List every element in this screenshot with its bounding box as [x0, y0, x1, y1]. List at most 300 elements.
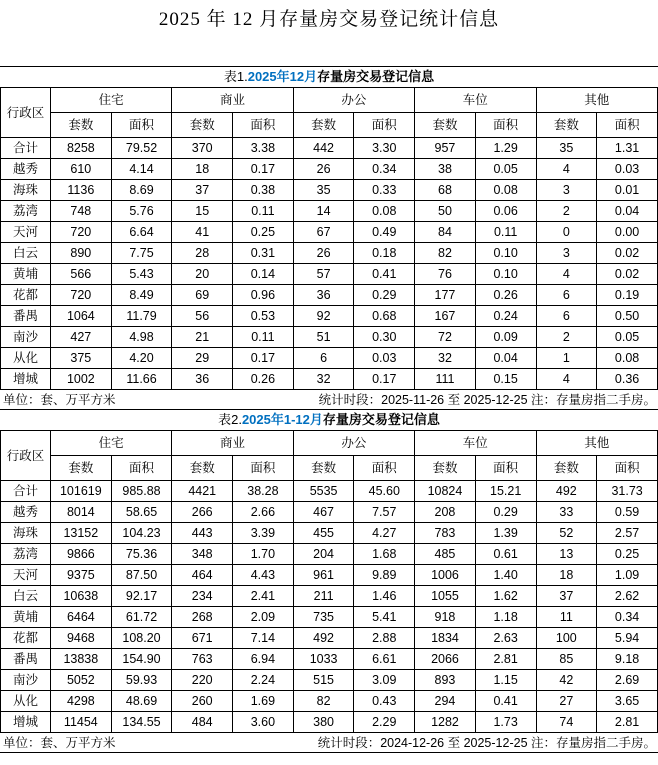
value-cell: 18 — [172, 159, 233, 180]
value-cell: 0.50 — [597, 306, 658, 327]
value-cell: 961 — [293, 565, 354, 586]
table1-caption-prefix: 表1. — [223, 69, 248, 84]
group-header: 办公 — [293, 431, 414, 456]
group-header-row — [1, 431, 658, 456]
table-row — [1, 180, 658, 201]
value-cell: 3.65 — [597, 691, 658, 712]
value-cell: 763 — [172, 649, 233, 670]
value-cell: 748 — [51, 201, 112, 222]
value-cell: 2.63 — [475, 628, 536, 649]
value-cell: 11.79 — [111, 306, 172, 327]
value-cell: 26 — [293, 243, 354, 264]
value-cell: 890 — [51, 243, 112, 264]
region-cell: 荔湾 — [1, 201, 51, 222]
value-cell: 0.17 — [233, 348, 294, 369]
value-cell: 2.62 — [597, 586, 658, 607]
value-cell: 6.94 — [233, 649, 294, 670]
value-cell: 37 — [536, 586, 597, 607]
value-cell: 82 — [293, 691, 354, 712]
value-cell: 1834 — [415, 628, 476, 649]
value-cell: 0.41 — [354, 264, 415, 285]
value-cell: 28 — [172, 243, 233, 264]
table-row — [1, 649, 658, 670]
value-cell: 370 — [172, 138, 233, 159]
region-cell: 增城 — [1, 712, 51, 733]
group-header: 其他 — [536, 431, 658, 456]
value-cell: 3 — [536, 180, 597, 201]
value-cell: 1.62 — [475, 586, 536, 607]
value-cell: 85 — [536, 649, 597, 670]
value-cell: 515 — [293, 670, 354, 691]
table-row — [1, 306, 658, 327]
value-cell: 0.31 — [233, 243, 294, 264]
value-cell: 720 — [51, 285, 112, 306]
sub-header: 套数 — [51, 113, 112, 138]
value-cell: 167 — [415, 306, 476, 327]
value-cell: 57 — [293, 264, 354, 285]
value-cell: 1002 — [51, 369, 112, 390]
value-cell: 76 — [415, 264, 476, 285]
table1-unit-note: 单位：套、万平方米 — [3, 392, 116, 407]
value-cell: 492 — [293, 628, 354, 649]
value-cell: 37 — [172, 180, 233, 201]
value-cell: 13 — [536, 544, 597, 565]
value-cell: 260 — [172, 691, 233, 712]
value-cell: 92.17 — [111, 586, 172, 607]
value-cell: 268 — [172, 607, 233, 628]
value-cell: 0.10 — [475, 243, 536, 264]
value-cell: 58.65 — [111, 502, 172, 523]
value-cell: 7.57 — [354, 502, 415, 523]
value-cell: 31.73 — [597, 481, 658, 502]
table-row — [1, 607, 658, 628]
value-cell: 0.29 — [475, 502, 536, 523]
value-cell: 0.26 — [475, 285, 536, 306]
table2-footnote — [0, 733, 658, 753]
value-cell: 266 — [172, 502, 233, 523]
value-cell: 38.28 — [233, 481, 294, 502]
sub-header: 套数 — [536, 456, 597, 481]
group-header: 住宅 — [51, 431, 172, 456]
table-row — [1, 201, 658, 222]
value-cell: 7.14 — [233, 628, 294, 649]
value-cell: 0.30 — [354, 327, 415, 348]
group-header: 住宅 — [51, 88, 172, 113]
value-cell: 0.04 — [475, 348, 536, 369]
value-cell: 101619 — [51, 481, 112, 502]
table-row — [1, 712, 658, 733]
value-cell: 32 — [293, 369, 354, 390]
value-cell: 1.39 — [475, 523, 536, 544]
value-cell: 2 — [536, 201, 597, 222]
value-cell: 0.08 — [597, 348, 658, 369]
value-cell: 8258 — [51, 138, 112, 159]
sub-header: 套数 — [172, 456, 233, 481]
table-row — [1, 691, 658, 712]
value-cell: 79.52 — [111, 138, 172, 159]
group-header: 商业 — [172, 431, 293, 456]
value-cell: 0.38 — [233, 180, 294, 201]
value-cell: 1.46 — [354, 586, 415, 607]
group-header: 车位 — [415, 88, 536, 113]
sub-header: 面积 — [233, 113, 294, 138]
value-cell: 2.29 — [354, 712, 415, 733]
value-cell: 427 — [51, 327, 112, 348]
value-cell: 51 — [293, 327, 354, 348]
value-cell: 0.33 — [354, 180, 415, 201]
value-cell: 0.17 — [354, 369, 415, 390]
sub-header: 面积 — [111, 456, 172, 481]
value-cell: 6.64 — [111, 222, 172, 243]
table1-footnote — [0, 390, 658, 410]
value-cell: 484 — [172, 712, 233, 733]
value-cell: 4298 — [51, 691, 112, 712]
value-cell: 3 — [536, 243, 597, 264]
value-cell: 1.18 — [475, 607, 536, 628]
value-cell: 6 — [293, 348, 354, 369]
sub-header: 套数 — [293, 113, 354, 138]
region-cell: 天河 — [1, 565, 51, 586]
title-spacer — [0, 33, 658, 66]
value-cell: 234 — [172, 586, 233, 607]
table-row — [1, 670, 658, 691]
value-cell: 1282 — [415, 712, 476, 733]
value-cell: 211 — [293, 586, 354, 607]
value-cell: 0.05 — [597, 327, 658, 348]
value-cell: 0.96 — [233, 285, 294, 306]
value-cell: 9.18 — [597, 649, 658, 670]
value-cell: 26 — [293, 159, 354, 180]
value-cell: 2.69 — [597, 670, 658, 691]
value-cell: 0.34 — [597, 607, 658, 628]
value-cell: 33 — [536, 502, 597, 523]
value-cell: 3.09 — [354, 670, 415, 691]
sub-header: 面积 — [354, 113, 415, 138]
value-cell: 111 — [415, 369, 476, 390]
value-cell: 1.29 — [475, 138, 536, 159]
region-cell: 海珠 — [1, 180, 51, 201]
value-cell: 4.27 — [354, 523, 415, 544]
value-cell: 11.66 — [111, 369, 172, 390]
value-cell: 0.14 — [233, 264, 294, 285]
table2-caption — [0, 410, 658, 430]
sub-header: 面积 — [233, 456, 294, 481]
value-cell: 52 — [536, 523, 597, 544]
value-cell: 0.61 — [475, 544, 536, 565]
sub-header: 面积 — [354, 456, 415, 481]
value-cell: 0.08 — [475, 180, 536, 201]
table-row — [1, 159, 658, 180]
region-cell: 白云 — [1, 586, 51, 607]
value-cell: 3.39 — [233, 523, 294, 544]
value-cell: 1.15 — [475, 670, 536, 691]
value-cell: 4421 — [172, 481, 233, 502]
value-cell: 59.93 — [111, 670, 172, 691]
value-cell: 0.26 — [233, 369, 294, 390]
value-cell: 13152 — [51, 523, 112, 544]
value-cell: 467 — [293, 502, 354, 523]
value-cell: 41 — [172, 222, 233, 243]
sub-header: 套数 — [172, 113, 233, 138]
value-cell: 0.15 — [475, 369, 536, 390]
region-cell: 番禺 — [1, 306, 51, 327]
group-header-row — [1, 88, 658, 113]
value-cell: 3.30 — [354, 138, 415, 159]
value-cell: 36 — [172, 369, 233, 390]
value-cell: 6 — [536, 285, 597, 306]
region-cell: 黄埔 — [1, 607, 51, 628]
value-cell: 455 — [293, 523, 354, 544]
value-cell: 67 — [293, 222, 354, 243]
value-cell: 0.36 — [597, 369, 658, 390]
value-cell: 20 — [172, 264, 233, 285]
sub-header: 套数 — [415, 456, 476, 481]
group-header: 商业 — [172, 88, 293, 113]
value-cell: 6464 — [51, 607, 112, 628]
value-cell: 69 — [172, 285, 233, 306]
value-cell: 50 — [415, 201, 476, 222]
region-cell: 合计 — [1, 138, 51, 159]
value-cell: 492 — [536, 481, 597, 502]
value-cell: 464 — [172, 565, 233, 586]
table-row — [1, 264, 658, 285]
value-cell: 35 — [536, 138, 597, 159]
value-cell: 783 — [415, 523, 476, 544]
value-cell: 0.08 — [354, 201, 415, 222]
value-cell: 5052 — [51, 670, 112, 691]
stat-table-monthly — [0, 87, 658, 390]
table-row — [1, 327, 658, 348]
value-cell: 0.11 — [233, 327, 294, 348]
value-cell: 8014 — [51, 502, 112, 523]
value-cell: 0.34 — [354, 159, 415, 180]
value-cell: 6.61 — [354, 649, 415, 670]
value-cell: 0.06 — [475, 201, 536, 222]
sub-header: 套数 — [415, 113, 476, 138]
value-cell: 45.60 — [354, 481, 415, 502]
table2-caption-suffix: 存量房交易登记信息 — [322, 412, 440, 427]
value-cell: 8.49 — [111, 285, 172, 306]
value-cell: 9866 — [51, 544, 112, 565]
value-cell: 2 — [536, 327, 597, 348]
region-column-header: 行政区 — [1, 431, 51, 481]
sub-header: 面积 — [597, 113, 658, 138]
group-header: 车位 — [415, 431, 536, 456]
table-row — [1, 502, 658, 523]
sub-header: 面积 — [111, 113, 172, 138]
value-cell: 2.41 — [233, 586, 294, 607]
sub-header: 套数 — [536, 113, 597, 138]
value-cell: 485 — [415, 544, 476, 565]
value-cell: 720 — [51, 222, 112, 243]
value-cell: 0.25 — [597, 544, 658, 565]
value-cell: 74 — [536, 712, 597, 733]
region-cell: 越秀 — [1, 502, 51, 523]
value-cell: 108.20 — [111, 628, 172, 649]
region-cell: 海珠 — [1, 523, 51, 544]
value-cell: 0.04 — [597, 201, 658, 222]
value-cell: 0.53 — [233, 306, 294, 327]
value-cell: 9468 — [51, 628, 112, 649]
table1-period-note: 统计时段：2025-11-26 至 2025-12-25 注：存量房指二手房。 — [318, 392, 656, 407]
value-cell: 5.41 — [354, 607, 415, 628]
value-cell: 5.43 — [111, 264, 172, 285]
region-cell: 花都 — [1, 285, 51, 306]
value-cell: 84 — [415, 222, 476, 243]
region-cell: 从化 — [1, 348, 51, 369]
document — [0, 7, 658, 753]
value-cell: 893 — [415, 670, 476, 691]
value-cell: 29 — [172, 348, 233, 369]
region-cell: 番禺 — [1, 649, 51, 670]
value-cell: 0.59 — [597, 502, 658, 523]
value-cell: 0.25 — [233, 222, 294, 243]
value-cell: 87.50 — [111, 565, 172, 586]
region-column-header: 行政区 — [1, 88, 51, 138]
value-cell: 0.41 — [475, 691, 536, 712]
value-cell: 1136 — [51, 180, 112, 201]
region-cell: 天河 — [1, 222, 51, 243]
value-cell: 0.03 — [354, 348, 415, 369]
value-cell: 11 — [536, 607, 597, 628]
value-cell: 0.17 — [233, 159, 294, 180]
sub-header: 套数 — [293, 456, 354, 481]
region-cell: 越秀 — [1, 159, 51, 180]
value-cell: 0.03 — [597, 159, 658, 180]
value-cell: 5535 — [293, 481, 354, 502]
value-cell: 4 — [536, 264, 597, 285]
sub-header: 面积 — [475, 113, 536, 138]
value-cell: 104.23 — [111, 523, 172, 544]
table-row — [1, 222, 658, 243]
value-cell: 61.72 — [111, 607, 172, 628]
sub-header: 面积 — [597, 456, 658, 481]
value-cell: 0.43 — [354, 691, 415, 712]
value-cell: 2066 — [415, 649, 476, 670]
table-row — [1, 523, 658, 544]
value-cell: 154.90 — [111, 649, 172, 670]
table2-period-note: 统计时段：2024-12-26 至 2025-12-25 注：存量房指二手房。 — [317, 735, 656, 750]
region-cell: 白云 — [1, 243, 51, 264]
value-cell: 985.88 — [111, 481, 172, 502]
value-cell: 1.09 — [597, 565, 658, 586]
value-cell: 918 — [415, 607, 476, 628]
value-cell: 4.43 — [233, 565, 294, 586]
value-cell: 82 — [415, 243, 476, 264]
value-cell: 14 — [293, 201, 354, 222]
page-title: 2025 年 12 月存量房交易登记统计信息 — [158, 9, 500, 30]
value-cell: 27 — [536, 691, 597, 712]
value-cell: 1 — [536, 348, 597, 369]
value-cell: 375 — [51, 348, 112, 369]
value-cell: 8.69 — [111, 180, 172, 201]
value-cell: 9.89 — [354, 565, 415, 586]
value-cell: 32 — [415, 348, 476, 369]
value-cell: 294 — [415, 691, 476, 712]
value-cell: 4 — [536, 369, 597, 390]
value-cell: 0.10 — [475, 264, 536, 285]
table-row — [1, 586, 658, 607]
value-cell: 610 — [51, 159, 112, 180]
value-cell: 177 — [415, 285, 476, 306]
value-cell: 1.40 — [475, 565, 536, 586]
table2-caption-prefix: 表2. — [218, 412, 242, 427]
value-cell: 11454 — [51, 712, 112, 733]
value-cell: 671 — [172, 628, 233, 649]
value-cell: 735 — [293, 607, 354, 628]
value-cell: 442 — [293, 138, 354, 159]
value-cell: 92 — [293, 306, 354, 327]
table-row — [1, 628, 658, 649]
value-cell: 2.24 — [233, 670, 294, 691]
value-cell: 0.01 — [597, 180, 658, 201]
table1-caption-date-highlight: 2025年12月 — [247, 69, 318, 84]
value-cell: 1.70 — [233, 544, 294, 565]
table-row — [1, 565, 658, 586]
value-cell: 1064 — [51, 306, 112, 327]
group-header: 办公 — [293, 88, 414, 113]
value-cell: 3.38 — [233, 138, 294, 159]
value-cell: 1.31 — [597, 138, 658, 159]
value-cell: 0.09 — [475, 327, 536, 348]
value-cell: 18 — [536, 565, 597, 586]
value-cell: 75.36 — [111, 544, 172, 565]
value-cell: 0.68 — [354, 306, 415, 327]
value-cell: 1.68 — [354, 544, 415, 565]
value-cell: 38 — [415, 159, 476, 180]
value-cell: 2.57 — [597, 523, 658, 544]
value-cell: 5.94 — [597, 628, 658, 649]
value-cell: 42 — [536, 670, 597, 691]
value-cell: 0.00 — [597, 222, 658, 243]
table-row — [1, 369, 658, 390]
value-cell: 0.05 — [475, 159, 536, 180]
value-cell: 6 — [536, 306, 597, 327]
value-cell: 443 — [172, 523, 233, 544]
value-cell: 2.88 — [354, 628, 415, 649]
sub-header: 面积 — [475, 456, 536, 481]
value-cell: 2.09 — [233, 607, 294, 628]
value-cell: 0.18 — [354, 243, 415, 264]
value-cell: 68 — [415, 180, 476, 201]
value-cell: 957 — [415, 138, 476, 159]
value-cell: 4.98 — [111, 327, 172, 348]
value-cell: 10824 — [415, 481, 476, 502]
value-cell: 1006 — [415, 565, 476, 586]
value-cell: 204 — [293, 544, 354, 565]
table1-caption — [0, 66, 658, 87]
table-row — [1, 544, 658, 565]
value-cell: 0.19 — [597, 285, 658, 306]
value-cell: 15.21 — [475, 481, 536, 502]
value-cell: 380 — [293, 712, 354, 733]
value-cell: 13838 — [51, 649, 112, 670]
value-cell: 2.81 — [597, 712, 658, 733]
value-cell: 4.20 — [111, 348, 172, 369]
table-row — [1, 285, 658, 306]
value-cell: 1.69 — [233, 691, 294, 712]
value-cell: 1033 — [293, 649, 354, 670]
value-cell: 1.73 — [475, 712, 536, 733]
value-cell: 100 — [536, 628, 597, 649]
region-cell: 合计 — [1, 481, 51, 502]
value-cell: 5.76 — [111, 201, 172, 222]
sub-header: 套数 — [51, 456, 112, 481]
table1-caption-suffix: 存量房交易登记信息 — [317, 69, 435, 84]
value-cell: 4 — [536, 159, 597, 180]
value-cell: 7.75 — [111, 243, 172, 264]
value-cell: 2.66 — [233, 502, 294, 523]
